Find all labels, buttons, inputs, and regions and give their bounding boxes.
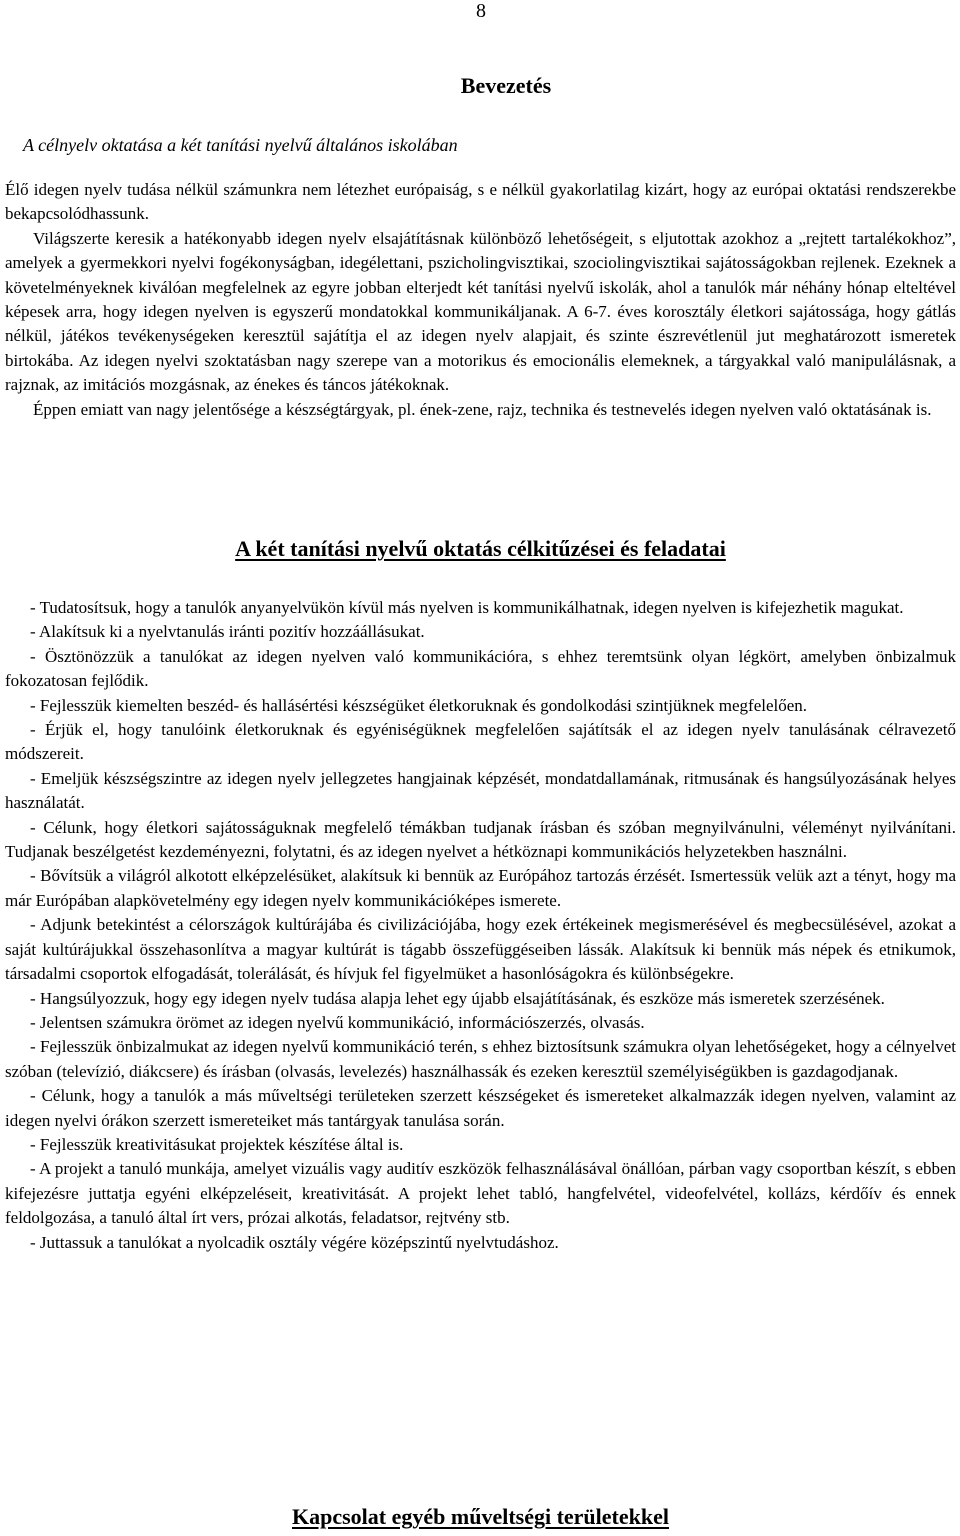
goal-item: - Célunk, hogy a tanulók a más műveltségi területeken szerzett készségeket és ismereteket alkalmazzák idegen nyelven, valamint az idegen nyelvi órákon szerzett ismereteiket más tantárgyak tanulása során.	[5, 1086, 956, 1130]
section-title-text: A két tanítási nyelvű oktatás célkitűzései és feladatai	[235, 536, 726, 561]
goal-item: - Ösztönözzük a tanulókat az idegen nyelven való kommunikációra, s ehhez teremtsünk olyan légkört, amelyben önbizalmuk fokozatosan fejlődik.	[5, 646, 956, 691]
goal-item: - Érjük el, hogy tanulóink életkoruknak és egyéniségüknek megfelelően sajátítsák el az idegen nyelv tanulásának célravezető módszereit.	[5, 720, 956, 764]
goal-item: - A projekt a tanuló munkája, amelyet vizuális vagy auditív eszközök felhasználásával önállóan, párban vagy csoportban készít, s ebben kifejezésre juttatja egyéni elképzeléseit, kreativitását. A projekt lehet tabló, hangfelvétel, videofelvétel, kollázs, kérdőív és ennek feldolgozása, a tanuló által írt vers, prózai alkotás, feladatsor, rejtvény stb.	[5, 1159, 956, 1228]
goal-item: - Fejlesszük önbizalmukat az idegen nyelvű kommunikáció terén, s ehhez biztosítsunk számukra olyan lehetőségeket, hogy a célnyelvet szóban (televízió, diákcsere) és írásban (olvasás, levelezés) használhassák és ezeken keresztül személyiségükben is gazdagodjanak.	[5, 1037, 956, 1081]
goal-item: - Adjunk betekintést a célországok kultúrájába és civilizációjába, hogy ezek értékeinek megismerésével és megbecsülésével, azokat a saját kultúrájukkal összehasonlítva a magyar kultúrát is tágabb összefüggéseiben lássák. Alakítsuk ki bennük más népek és etnikumok, társadalmi csoportok elfogadását, tolerálását, és hívjuk fel figyelmüket a hasonlóságokra és különbségekre.	[5, 915, 956, 984]
intro-paragraph: Éppen emiatt van nagy jelentősége a készségtárgyak, pl. ének-zene, rajz, technika és testnevelés idegen nyelven való oktatásának is.	[33, 399, 932, 419]
goal-item: - Fejlesszük kreativitásukat projektek készítése által is.	[30, 1134, 404, 1154]
goal-item: - Jelentsen számukra örömet az idegen nyelvű kommunikáció, információszerzés, olvasás.	[30, 1012, 645, 1032]
document-page	[5, 0, 956, 1536]
next-section-title	[5, 1503, 956, 1531]
goal-item: - Célunk, hogy életkori sajátosságuknak megfelelő témákban tudjanak írásban és szóban megnyilvánulni, véleményt nyilvánítani. Tudjanak beszélgetést kezdeményezni, folytatni, és az idegen nyelvet a hétköznapi kommunikációs helyzetekben használni.	[5, 817, 956, 862]
goal-item: - Juttassuk a tanulókat a nyolcadik osztály végére középszintű nyelvtudáshoz.	[30, 1232, 559, 1252]
goal-item: - Fejlesszük kiemelten beszéd- és hallásértési készségüket életkoruknak és gondolkodási szintjüknek megfelelően.	[30, 695, 808, 715]
next-section-title-text: Kapcsolat egyéb műveltségi területekkel	[292, 1504, 669, 1529]
goal-item: - Bővítsük a világról alkotott elképzelésüket, alakítsuk ki bennük az Európához tartozás érzését. Ismertessük velük azt a tényt, hogy ma már Európában alapkövetelmény egy idegen nyelv kommunikációképes ismerete.	[5, 866, 956, 910]
section-title	[5, 535, 956, 563]
goals-list	[5, 596, 956, 1255]
page-number: 8	[476, 0, 486, 22]
heading-text: Bevezetés	[460, 73, 552, 98]
goal-item: - Tudatosítsuk, hogy a tanulók anyanyelvükön kívül más nyelven is kommunikálhatnak, idegen nyelven is kifejezhetik magukat.	[30, 598, 904, 617]
goal-item: - Alakítsuk ki a nyelvtanulás iránti pozitív hozzáállásukat.	[30, 622, 425, 642]
intro-paragraph: Világszerte keresik a hatékonyabb idegen nyelv elsajátításnak különböző lehetőségeit, s eljutottak azokhoz a „rejtett tartalékokhoz”, amelyek a gyermekkori nyelvi fogékonyságban, idegélettani, pszicholingvisztikai, szociolingvisztikai sajátosságokban rejlenek. Ezeknek a követelményeknek kiválóan megfelelnek az egyre jobban elterjedt két tanítási nyelvű iskolák, ahol a tanulók már néhány hónap elteltével képesek arra, hogy idegen nyelven is egyszerű mondatokkal kommunikáljanak. A 6-7. éves korosztály életkori sajátossága, hogy gátlás nélkül, játékos tevékenységeken keresztül sajátítja el az idegen nyelv alapjait, és szinte észrevétlenül jut meghatározott ismeretek birtokába. Az idegen nyelvi szoktatásban nagy szerepe van a motorikus és emocionális elemeknek, a tárgyakkal való manipulálásnak, a rajznak, az imitációs mozgásnak, az énekes és táncos játékoknak.	[5, 228, 956, 395]
page-heading	[5, 72, 956, 100]
goal-item: - Hangsúlyozzuk, hogy egy idegen nyelv tudása alapja lehet egy újabb elsajátításának, és eszköze más ismeretek szerzésének.	[30, 988, 885, 1008]
subtitle: A célnyelv oktatása a két tanítási nyelvű általános iskolában	[23, 135, 458, 155]
intro-text	[5, 178, 956, 422]
goal-item: - Emeljük készségszintre az idegen nyelv jellegzetes hangjainak képzését, mondatdallamának, ritmusának és hangsúlyozásának helyes használatát.	[5, 768, 956, 813]
intro-paragraph: Élő idegen nyelv tudása nélkül számunkra nem létezhet európaiság, s e nélkül gyakorlatilag kizárt, hogy az európai oktatási rendszerekbe bekapcsolódhassunk.	[5, 180, 956, 224]
